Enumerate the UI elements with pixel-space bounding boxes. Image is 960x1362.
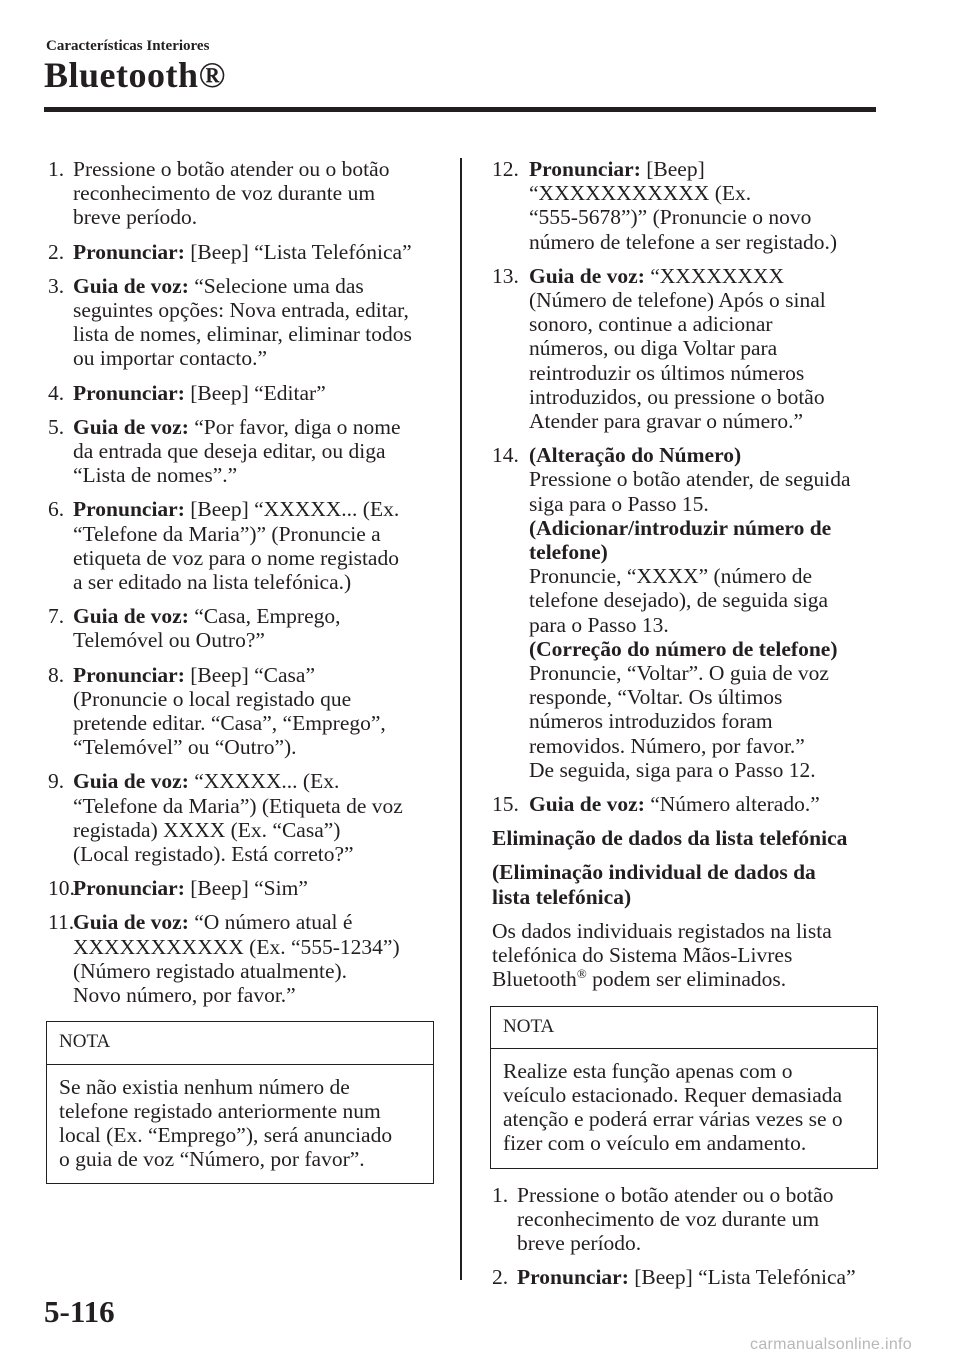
numbered-step — [492, 1265, 878, 1289]
step-number: 9. — [48, 769, 65, 794]
text-line: removidos. Número, por favor.” — [529, 733, 805, 758]
text-line: lista de nomes, eliminar, eliminar todos — [73, 322, 412, 347]
numbered-step — [48, 663, 434, 760]
text-line: Pronunciar: [Beep] — [529, 157, 705, 181]
text-line: Guia de voz: “Selecione uma das — [73, 273, 364, 298]
right-column — [492, 157, 878, 1299]
text-line: registada) XXXX (Ex. “Casa”) — [73, 817, 341, 842]
text-line: Realize esta função apenas com o — [503, 1058, 793, 1083]
text-line: telefone) — [529, 540, 608, 565]
text-line: pretende editar. “Casa”, “Emprego”, — [73, 711, 386, 736]
text-line: reintroduzir os últimos números — [529, 360, 805, 385]
step-number: 1. — [48, 157, 65, 181]
step-label: Pronunciar: — [73, 239, 185, 264]
numbered-step — [48, 604, 434, 652]
text-line: etiqueta de voz para o nome registado — [73, 545, 399, 570]
step-number: 1. — [492, 1182, 509, 1207]
text-line: para o Passo 13. — [529, 612, 669, 637]
text-line: veículo estacionado. Requer demasiada — [503, 1082, 843, 1107]
section-heading: Eliminação de dados da lista telefónica — [492, 826, 848, 851]
step-text — [529, 661, 878, 782]
text-line: breve período. — [73, 205, 198, 230]
text-line: Pronunciar: [Beep] “Sim” — [73, 876, 308, 901]
step-number: 14. — [492, 443, 519, 468]
text-line: introduzidos, ou pressione o botão — [529, 384, 825, 409]
title-rule — [44, 107, 876, 112]
step-14 — [492, 443, 878, 782]
text-line: da entrada que deseja editar, ou diga — [73, 439, 386, 464]
step-text — [529, 467, 878, 515]
note-heading: NOTA — [491, 1007, 877, 1049]
text-line: De seguida, siga para o Passo 12. — [529, 757, 816, 782]
numbered-step — [492, 1183, 878, 1256]
text-line: (Adicionar/introduzir número de — [529, 515, 832, 540]
numbered-step — [492, 157, 878, 254]
section-subheading — [492, 860, 878, 908]
text-line: Guia de voz: “Casa, Emprego, — [73, 604, 341, 629]
subheading: (Correção do número de telefone) — [529, 636, 838, 661]
note-body — [491, 1049, 877, 1168]
step-label: Guia de voz: — [73, 910, 189, 935]
step-label: Guia de voz: — [73, 769, 189, 794]
column-divider — [460, 158, 462, 1280]
paragraph — [492, 919, 878, 992]
step-label: Guia de voz: — [73, 414, 189, 439]
text-line: “Lista de nomes”.” — [73, 463, 238, 488]
numbered-step — [48, 381, 434, 405]
text-line: Pronuncie, “XXXX” (número de — [529, 564, 812, 589]
text-line: (Número registado atualmente). — [73, 958, 348, 983]
text-line: números introduzidos foram — [529, 709, 773, 734]
text-line: “Telefone da Maria”)” (Pronuncie a — [73, 521, 381, 546]
step-number: 2. — [492, 1265, 509, 1290]
numbered-step — [48, 910, 434, 1007]
page-number: 5-116 — [44, 1294, 115, 1329]
text-line: o guia de voz “Número, por favor”. — [59, 1147, 365, 1172]
text-line: responde, “Voltar. Os últimos — [529, 685, 783, 710]
step-number: 12. — [492, 157, 519, 181]
text-line: (Eliminação individual de dados da — [492, 860, 816, 885]
text-line: Atender para gravar o número.” — [529, 409, 803, 434]
section-label: Características Interiores — [46, 38, 210, 54]
step-text: “Número alterado.” — [650, 792, 820, 817]
numbered-step — [48, 274, 434, 371]
numbered-step — [48, 240, 434, 264]
step-label: Pronunciar: — [73, 380, 185, 405]
text-line: atenção e poderá errar várias vezes se o — [503, 1107, 843, 1132]
text-line: fizer com o veículo em andamento. — [503, 1131, 807, 1156]
text-line: números, ou diga Voltar para — [529, 336, 778, 361]
text-line: “555-5678”)” (Pronuncie o novo — [529, 205, 812, 230]
text-line: telefone registado anteriormente num — [59, 1098, 381, 1123]
step-label: Guia de voz: — [73, 273, 189, 298]
step-label: Pronunciar: — [73, 876, 185, 901]
step-15 — [492, 792, 878, 816]
numbered-step — [48, 769, 434, 866]
text-line: a ser editado na lista telefónica.) — [73, 570, 352, 595]
note-body — [47, 1065, 433, 1184]
step-label: Guia de voz: — [529, 792, 645, 817]
text-line: Guia de voz: “XXXXX... (Ex. — [73, 769, 340, 794]
note-box-right — [490, 1006, 878, 1169]
text-line: ou importar contacto.” — [73, 346, 268, 371]
step-number: 11. — [48, 910, 75, 935]
text-line: Guia de voz: “XXXXXXXX — [529, 263, 784, 288]
step-number: 15. — [492, 792, 519, 817]
text-line: número de telefone a ser registado.) — [529, 229, 838, 254]
page-title: Bluetooth® — [44, 55, 226, 95]
text-line: Pronunciar: [Beep] “Editar” — [73, 380, 326, 405]
step-number: 2. — [48, 239, 65, 264]
step-label: Guia de voz: — [529, 263, 645, 288]
left-column — [48, 157, 434, 1198]
step-number: 13. — [492, 263, 519, 288]
step-number: 6. — [48, 497, 65, 522]
registered-mark: ® — [576, 966, 587, 982]
text-line: lista telefónica) — [492, 884, 632, 909]
text-line: Pronunciar: [Beep] “Lista Telefónica” — [73, 239, 412, 264]
right-steps — [492, 157, 878, 433]
text-line: Pressione o botão atender ou o botão — [517, 1182, 834, 1207]
text-line: Pressione o botão atender ou o botão — [73, 157, 390, 181]
step-label: Pronunciar: — [73, 497, 185, 522]
text-line: siga para o Passo 15. — [529, 491, 709, 516]
text-line: local (Ex. “Emprego”), será anunciado — [59, 1122, 393, 1147]
text-line: “Telemóvel” ou “Outro”). — [73, 735, 297, 760]
step-label: Pronunciar: — [517, 1265, 629, 1290]
text-line: XXXXXXXXXXX (Ex. “555-1234”) — [73, 934, 400, 959]
paragraph-line: telefónica do Sistema Mãos-Livres — [492, 943, 793, 968]
text-line: Novo número, por favor.” — [73, 983, 296, 1008]
text-line: (Número de telefone) Após o sinal — [529, 288, 826, 313]
text-line: Pronunciar: [Beep] “XXXXX... (Ex. — [73, 497, 400, 522]
text-line: telefone desejado), de seguida siga — [529, 588, 829, 613]
paragraph-line: Bluetooth® podem ser eliminados. — [492, 966, 787, 992]
numbered-step — [48, 497, 434, 594]
text-line: Pronunciar: [Beep] “Casa” — [73, 662, 316, 687]
note-box-left — [46, 1021, 434, 1184]
text-line: (Pronuncie o local registado que — [73, 686, 352, 711]
step-number: 10. — [48, 876, 75, 901]
text-line: Se não existia nenhum número de — [59, 1074, 350, 1099]
text-line: Pressione o botão atender, de seguida — [529, 467, 851, 492]
step-number: 3. — [48, 273, 65, 298]
step-text — [529, 564, 878, 637]
text-line: Guia de voz: “O número atual é — [73, 910, 353, 935]
text-line: Guia de voz: “Por favor, diga o nome — [73, 414, 401, 439]
text-line: “Telefone da Maria”) (Etiqueta de voz — [73, 793, 403, 818]
text-line: seguintes opções: Nova entrada, editar, — [73, 298, 409, 323]
step-number: 5. — [48, 414, 65, 439]
left-steps — [48, 157, 434, 1007]
step-label: Guia de voz: — [73, 604, 189, 629]
text-line: (Local registado). Está correto?” — [73, 842, 354, 867]
numbered-step — [48, 157, 434, 230]
numbered-step — [48, 876, 434, 900]
step-number: 4. — [48, 380, 65, 405]
text-line: Pronunciar: [Beep] “Lista Telefónica” — [517, 1265, 856, 1290]
text-line: Pronuncie, “Voltar”. O guia de voz — [529, 661, 829, 686]
watermark: carmanualsonline.info — [750, 1336, 912, 1353]
right-steps-2 — [492, 1183, 878, 1290]
subheading — [529, 516, 878, 564]
text-line: “XXXXXXXXXXX (Ex. — [529, 181, 752, 206]
numbered-step — [48, 415, 434, 488]
step-number: 8. — [48, 662, 65, 687]
step-label: Pronunciar: — [73, 662, 185, 687]
text-line: sonoro, continue a adicionar — [529, 312, 773, 337]
paragraph-line: Os dados individuais registados na lista — [492, 918, 832, 943]
text-line: breve período. — [517, 1230, 642, 1255]
numbered-step — [492, 264, 878, 433]
step-number: 7. — [48, 604, 65, 629]
text-line: reconhecimento de voz durante um — [73, 181, 376, 206]
text-line: Telemóvel ou Outro?” — [73, 628, 265, 653]
step-label: Pronunciar: — [529, 157, 641, 181]
subheading: (Alteração do Número) — [529, 443, 742, 468]
note-heading: NOTA — [47, 1022, 433, 1064]
text-line: reconhecimento de voz durante um — [517, 1206, 820, 1231]
